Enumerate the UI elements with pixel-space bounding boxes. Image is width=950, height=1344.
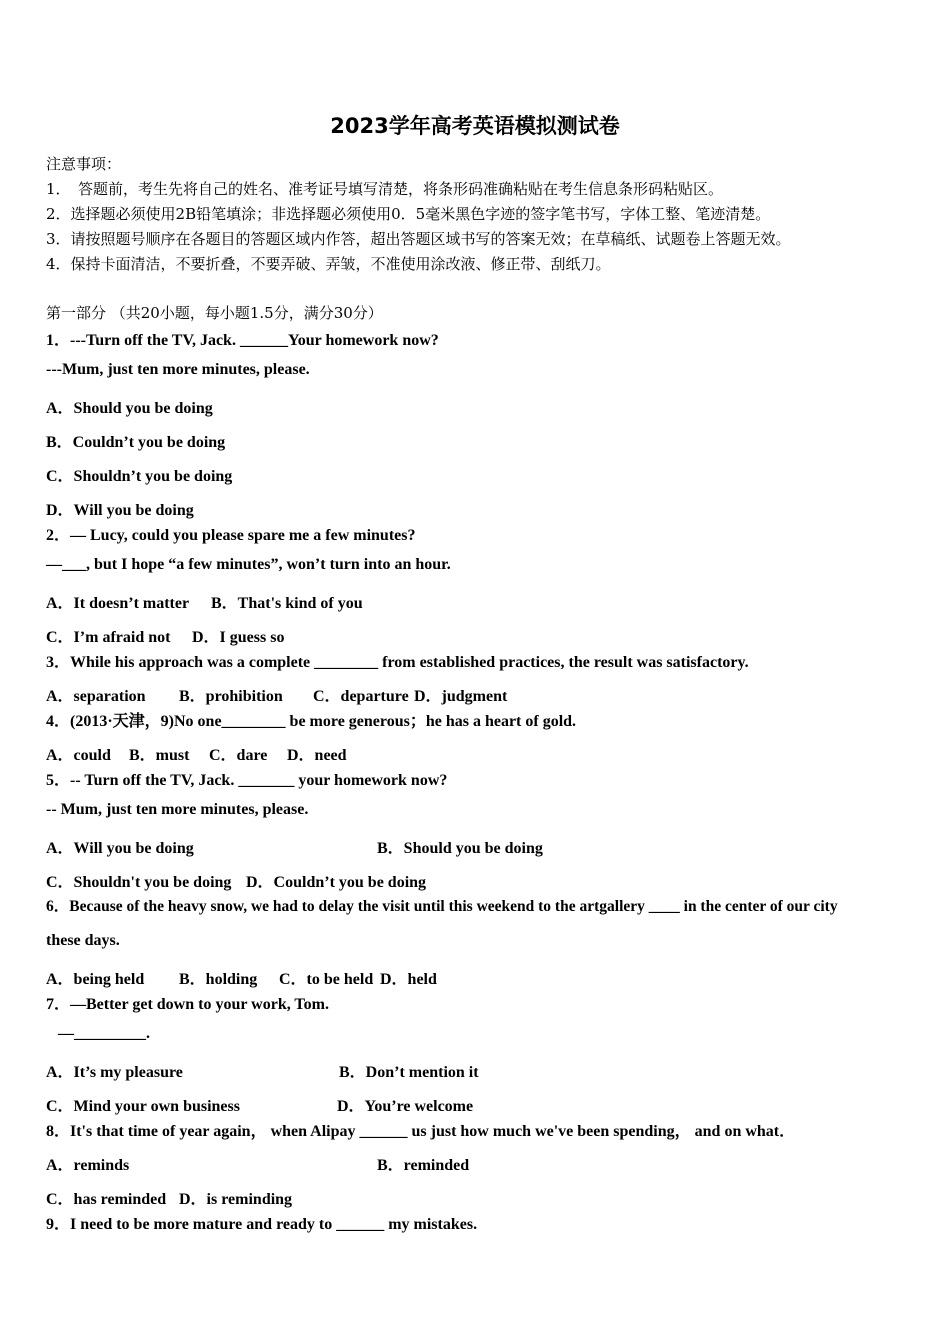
option-b[interactable]: B．prohibition — [179, 688, 283, 705]
question-stem-continued: these days. — [46, 932, 120, 949]
option-d[interactable]: D．judgment — [414, 688, 508, 705]
question-stem: 6．Because of the heavy snow, we had to delay the visit until this weekend to the artgallery ____ in the center of our city — [46, 898, 838, 915]
option-d[interactable]: D．need — [287, 747, 347, 764]
option-d[interactable]: D．Will you be doing — [46, 502, 194, 519]
option-a[interactable]: A．being held — [46, 971, 145, 988]
option-d[interactable]: D．is reminding — [179, 1191, 293, 1208]
option-b[interactable]: B．holding — [179, 971, 258, 988]
option-c[interactable]: C．Shouldn't you be doing — [46, 874, 232, 891]
question-stem: 7．—Better get down to your work, Tom. — [46, 996, 329, 1013]
question-stem: 4．(2013·天津，9)No one________ be more generous；he has a heart of gold. — [46, 713, 577, 730]
section-heading: 第一部分 （共20小题，每小题1.5分，满分30分） — [46, 304, 383, 322]
option-d[interactable]: D．held — [380, 971, 437, 988]
question-reply: -- Mum, just ten more minutes, please. — [46, 801, 309, 818]
option-a[interactable]: A．It doesn’t matter — [46, 595, 190, 612]
question-reply: —_________. — [58, 1025, 150, 1042]
option-c[interactable]: C．departure — [313, 688, 409, 705]
option-d[interactable]: D．Couldn’t you be doing — [246, 874, 427, 891]
notice-item: 2．选择题必须使用2B铅笔填涂；非选择题必须使用0．5毫米黑色字迹的签字笔书写，字体工整、笔迹清楚。 — [46, 205, 771, 223]
option-b[interactable]: B．That's kind of you — [211, 595, 363, 612]
option-a[interactable]: A．separation — [46, 688, 146, 705]
option-c[interactable]: C．Mind your own business — [46, 1098, 240, 1115]
option-c[interactable]: C．to be held — [279, 971, 374, 988]
option-c[interactable]: C．I’m afraid not — [46, 629, 171, 646]
question-stem: 2．— Lucy, could you please spare me a few minutes? — [46, 527, 416, 544]
option-d[interactable]: D．I guess so — [192, 629, 285, 646]
question-reply: ---Mum, just ten more minutes, please. — [46, 361, 310, 378]
option-d[interactable]: D．You’re welcome — [337, 1098, 474, 1115]
option-a[interactable]: A．Should you be doing — [46, 400, 213, 417]
option-c[interactable]: C．Shouldn’t you be doing — [46, 468, 233, 485]
option-b[interactable]: B．Don’t mention it — [339, 1064, 479, 1081]
option-a[interactable]: A．It’s my pleasure — [46, 1064, 183, 1081]
notice-item: 4．保持卡面清洁，不要折叠，不要弄破、弄皱，不准使用涂改液、修正带、刮纸刀。 — [46, 255, 611, 273]
page-title: 2023学年高考英语模拟测试卷 — [330, 114, 620, 138]
question-stem: 9．I need to be more mature and ready to ______ my mistakes. — [46, 1216, 478, 1233]
option-b[interactable]: B．Should you be doing — [377, 840, 543, 857]
question-stem: 8．It's that time of year again， when Alipay ______ us just how much we've been spending， and on what． — [46, 1123, 796, 1140]
question-stem: 1．---Turn off the TV, Jack. ______Your homework now? — [46, 332, 439, 349]
question-stem: 3．While his approach was a complete ________ from established practices, the result was satisfactory. — [46, 654, 749, 671]
option-b[interactable]: B．reminded — [377, 1157, 470, 1174]
option-a[interactable]: A．could — [46, 747, 111, 764]
notice-item: 1． 答题前，考生先将自己的姓名、准考证号填写清楚，将条形码准确粘贴在考生信息条形码粘贴区。 — [46, 180, 724, 198]
question-stem: 5．-- Turn off the TV, Jack. _______ your homework now? — [46, 772, 448, 789]
notice-header: 注意事项： — [46, 155, 122, 173]
option-a[interactable]: A．reminds — [46, 1157, 130, 1174]
option-a[interactable]: A．Will you be doing — [46, 840, 194, 857]
option-b[interactable]: B．Couldn’t you be doing — [46, 434, 226, 451]
option-c[interactable]: C．dare — [209, 747, 268, 764]
option-c[interactable]: C．has reminded — [46, 1191, 167, 1208]
question-reply: —___, but I hope “a few minutes”, won’t turn into an hour. — [46, 556, 451, 573]
notice-item: 3．请按照题号顺序在各题目的答题区域内作答，超出答题区域书写的答案无效；在草稿纸、试题卷上答题无效。 — [46, 230, 791, 248]
option-b[interactable]: B．must — [129, 747, 190, 764]
